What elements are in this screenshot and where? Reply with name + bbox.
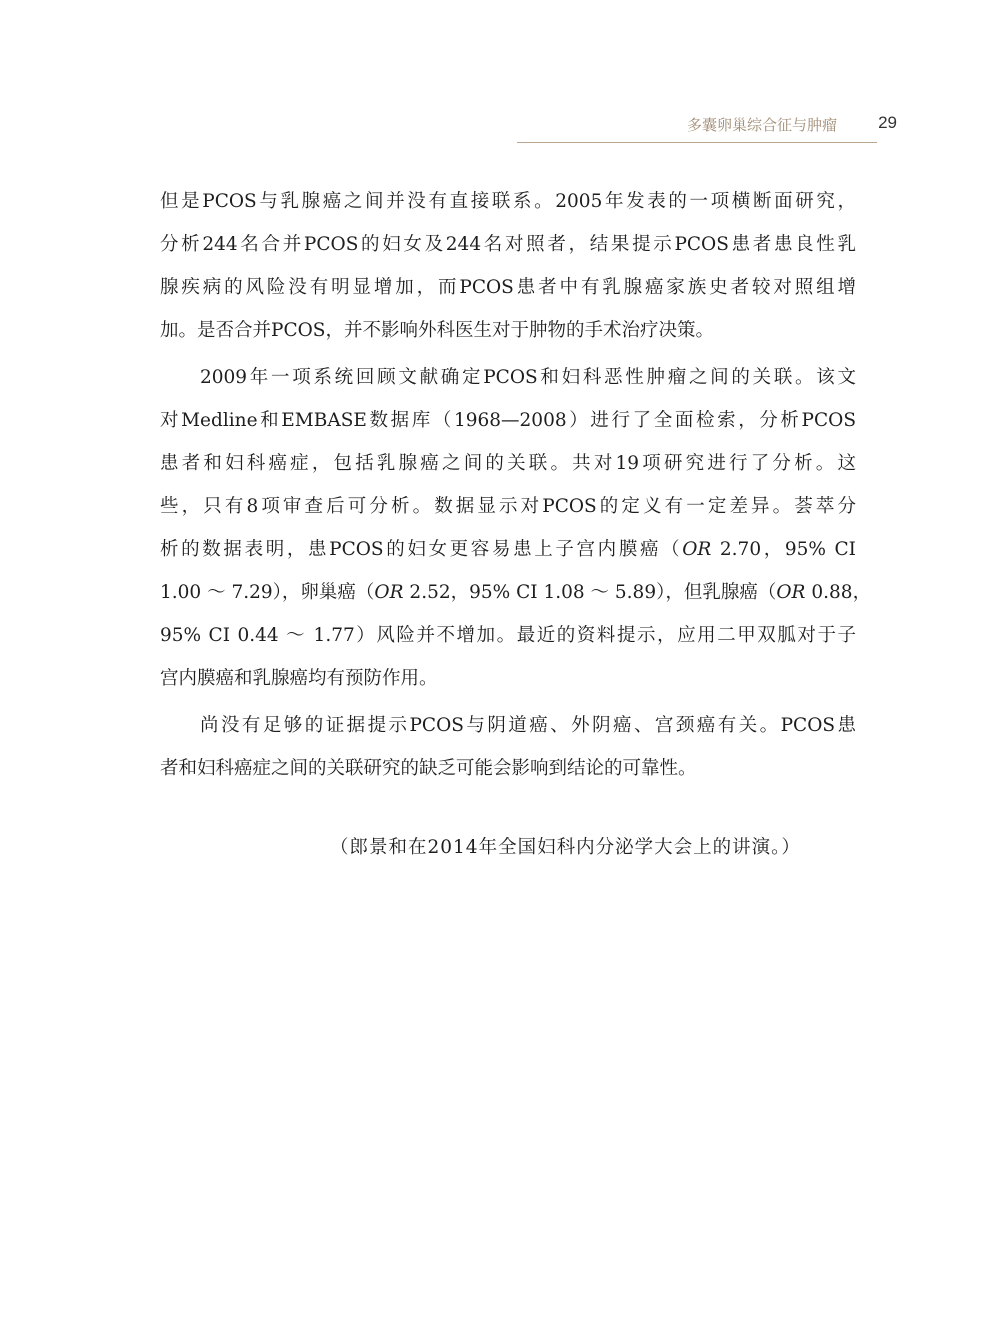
text-line: 对Medline和EMBASE数据库（1968—2008）进行了全面检索，分析PCOS — [160, 410, 856, 431]
text-line: 腺疾病的风险没有明显增加，而PCOS患者中有乳腺癌家族史者较对照组增 — [160, 277, 856, 298]
paragraph — [160, 704, 856, 790]
text-line: 患者和妇科癌症，包括乳腺癌之间的关联。共对19项研究进行了分析。这 — [160, 453, 856, 474]
odds-ratio-abbrev: OR — [682, 539, 712, 560]
attribution: （郎景和在2014年全国妇科内分泌学大会上的讲演。） — [330, 837, 801, 858]
text-line: 宫内膜癌和乳腺癌均有预防作用。 — [160, 668, 438, 689]
odds-ratio-abbrev: OR — [776, 582, 806, 603]
text-line: 析的数据表明，患PCOS的妇女更容易患上子宫内膜癌（OR 2.70，95% CI — [160, 539, 856, 560]
chapter-title: 多囊卵巢综合征与肿瘤 — [686, 116, 837, 134]
text-line: 尚没有足够的证据提示PCOS与阴道癌、外阴癌、宫颈癌有关。PCOS患 — [200, 715, 856, 736]
running-header — [517, 110, 897, 143]
page-number: 29 — [878, 113, 897, 132]
text-line: 者和妇科癌症之间的关联研究的缺乏可能会影响到结论的可靠性。 — [160, 758, 697, 779]
text-line: 些，只有8项审查后可分析。数据显示对PCOS的定义有一定差异。荟萃分 — [160, 496, 856, 517]
text-line: 但是PCOS与乳腺癌之间并没有直接联系。2005年发表的一项横断面研究， — [160, 191, 856, 212]
odds-ratio-abbrev: OR — [374, 582, 404, 603]
text-line: 分析244名合并PCOS的妇女及244名对照者，结果提示PCOS患者患良性乳 — [160, 234, 856, 255]
text-line: 95% CI 0.44 ～ 1.77）风险并不增加。最近的资料提示，应用二甲双胍对于子 — [160, 625, 856, 646]
body-text — [160, 180, 872, 790]
text-line: 2009年一项系统回顾文献确定PCOS和妇科恶性肿瘤之间的关联。该文 — [200, 367, 856, 388]
paragraph — [160, 180, 856, 352]
text-line: 1.00 ～ 7.29），卵巢癌（OR 2.52，95% CI 1.08 ～ 5.89），但乳腺癌（OR 0.88， — [160, 582, 872, 603]
paragraph — [160, 356, 872, 700]
text-line: 加。是否合并PCOS，并不影响外科医生对于肿物的手术治疗决策。 — [160, 320, 714, 341]
